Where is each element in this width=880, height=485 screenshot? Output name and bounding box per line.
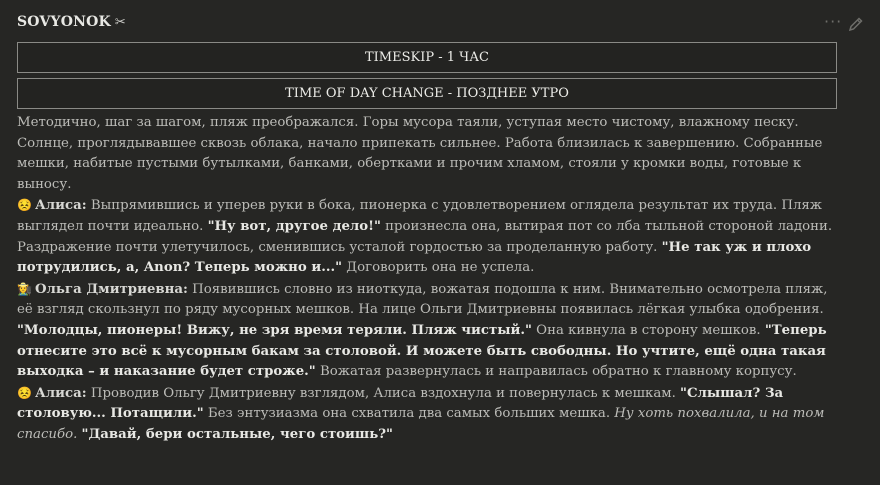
narration: произнесла она, вытирая пот со лба тыльной стороной ладони. Раздражение почти улетучилось, сменившись усталой гордостью за проделанную работу. xyxy=(17,218,833,255)
author-name[interactable]: SOVYONOK xyxy=(17,14,111,30)
character-name: Ольга Дмитриевна: xyxy=(34,281,188,297)
dialogue-quote: "Молодцы, пионеры! Вижу, не зря время теряли. Пляж чистый." xyxy=(17,322,532,338)
dialogue-quote: "Не так уж и плохо потрудились, а, Anon? Теперь можно и..." xyxy=(17,239,812,276)
dialogue-quote: "Давай, бери остальные, чего стоишь?" xyxy=(81,426,393,442)
character-name: Алиса: xyxy=(34,198,87,214)
intro-paragraph: Методично, шаг за шагом, пляж преображался. Горы мусора таяли, уступая место чистому, влажному песку. Солнце, проглядывавшее сквозь облака, начало припекать сильнее. Работа близилась к завершению. Собранные мешки, набитые пустыми бутылками, банками, обертками и прочим хламом, стояли у кромки воды, готовые к выносу. xyxy=(17,115,823,192)
dialogue-paragraph xyxy=(17,279,839,383)
timeskip-banner xyxy=(17,42,837,73)
story-text xyxy=(17,113,839,446)
narration: Появившись словно из ниоткуда, вожатая подошла к ним. Внимательно осмотрела пляж, её взгляд скользнул по ряду мусорных мешков. На лице Ольги Дмитриевны появилась лёгкая улыбка одобрения. xyxy=(17,281,828,318)
edit-pencil-icon[interactable] xyxy=(848,16,864,32)
character-emoji-icon: 😣 xyxy=(17,385,32,400)
scissors-icon: ✂ xyxy=(114,14,126,30)
character-emoji-icon: 👩‍🌾 xyxy=(17,281,32,296)
narration: Договорить она не успела. xyxy=(342,260,535,276)
narration: Проводив Ольгу Дмитриевну взглядом, Алиса вздохнула и повернулась к мешкам. xyxy=(86,385,681,401)
post-header xyxy=(17,14,126,30)
timeskip-label: TIMESKIP - 1 ЧАС xyxy=(364,50,489,65)
time-of-day-label: TIME OF DAY CHANGE - ПОЗДНЕЕ УТРО xyxy=(285,86,569,101)
character-name: Алиса: xyxy=(34,385,87,401)
narration: Выпрямившись и уперев руки в бока, пионерка с удовлетворением оглядела результат их труда. Пляж выглядел почти идеально. xyxy=(17,198,823,234)
more-options-icon[interactable]: ··· xyxy=(824,12,843,31)
dialogue-paragraph xyxy=(17,195,839,278)
narration: Она кивнула в сторону мешков. xyxy=(531,322,765,338)
time-of-day-banner xyxy=(17,78,837,109)
inner-thought: Ну хоть похвалила, и на том спасибо. xyxy=(17,406,825,442)
narration: Вожатая развернулась и направилась обратно к главному корпусу. xyxy=(315,364,797,380)
dialogue-paragraph xyxy=(17,383,839,446)
dialogue-quote: "Слышал? За столовую... Потащили." xyxy=(17,385,784,422)
dialogue-quote: "Теперь отнесите это всё к мусорным бакам за столовой. И можете быть свободны. Но учтите, ещё одна такая выходка – и наказание будет строже." xyxy=(17,322,827,380)
character-emoji-icon: 😣 xyxy=(17,198,32,213)
narration: Без энтузиазма она схватила два самых больших мешка. xyxy=(203,406,615,422)
dialogue-quote: "Ну вот, другое дело!" xyxy=(207,218,381,234)
